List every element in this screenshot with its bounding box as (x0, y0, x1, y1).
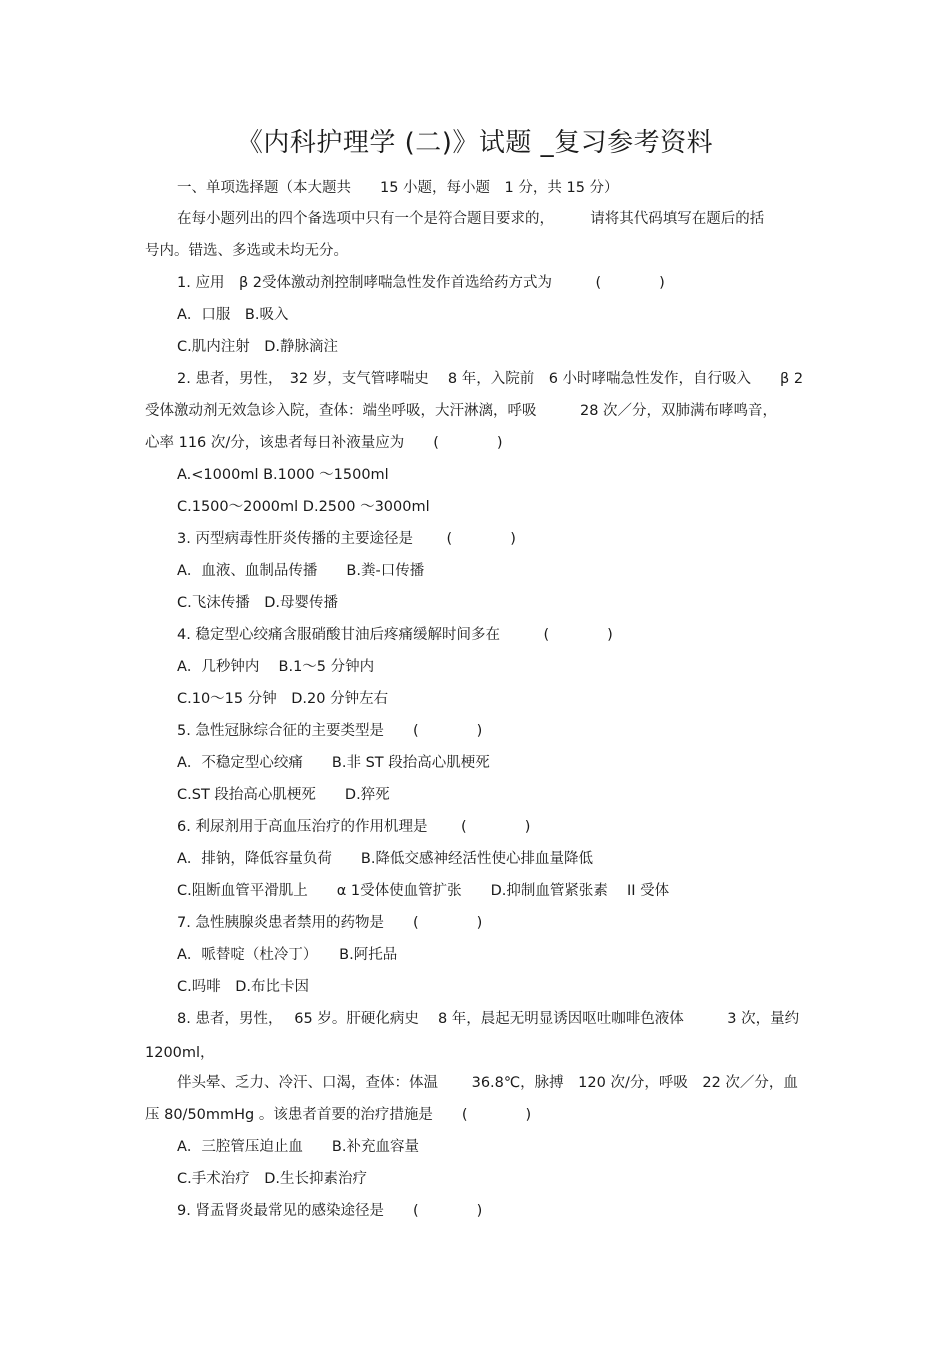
question-stem: 6. 利尿剂用于高血压治疗的作用机理是 ( ) (177, 819, 531, 835)
question-options: C.ST 段抬高心肌梗死 D.猝死 (177, 787, 390, 803)
question-options: C.肌内注射 D.静脉滴注 (177, 339, 339, 355)
question-options: A.<1000ml B.1000 ～1500ml (177, 467, 389, 483)
question-options: C.吗啡 D.布比卡因 (177, 979, 310, 995)
question-stem: 心率 116 次/分，该患者每日补液量应为 ( ) (145, 435, 503, 451)
question-stem: 3. 丙型病毒性肝炎传播的主要途径是 ( ) (177, 531, 516, 547)
question-stem: 9. 肾盂肾炎最常见的感染途径是 ( ) (177, 1203, 483, 1219)
question-stem: 7. 急性胰腺炎患者禁用的药物是 ( ) (177, 915, 483, 931)
question-options: C.1500～2000ml D.2500 ～3000ml (177, 499, 430, 515)
question-stem: 压 80/50mmHg 。该患者首要的治疗措施是 ( ) (145, 1107, 532, 1123)
question-options: A．几秒钟内 B.1～5 分钟内 (177, 659, 375, 675)
section-heading: 一、单项选择题（本大题共 15 小题，每小题 1 分，共 15 分） (177, 180, 619, 196)
question-stem: 4. 稳定型心绞痛含服硝酸甘油后疼痛缓解时间多在 ( ) (177, 627, 613, 643)
question-stem: 1200ml， (145, 1045, 215, 1061)
page-title: 《内科护理学 (二)》试题 _复习参考资料 (236, 128, 714, 158)
instructions-line: 号内。错选、多选或未均无分。 (145, 243, 348, 259)
question-stem: 伴头晕、乏力、冷汗、口渴，查体：体温 36.8℃，脉搏 120 次/分，呼吸 22 次／分，血 (177, 1075, 798, 1091)
question-stem: 8. 患者，男性， 65 岁。肝硬化病史 8 年，晨起无明显诱因呕吐咖啡色液体 3 次，量约 (177, 1011, 800, 1027)
question-options: A．血液、血制品传播 B.粪-口传播 (177, 563, 425, 579)
question-stem: 受体激动剂无效急诊入院，查体：端坐呼吸，大汗淋漓，呼吸 28 次／分，双肺满布哮鸣音， (145, 403, 778, 419)
question-options: A．哌替啶（杜冷丁） B.阿托品 (177, 947, 398, 963)
question-options: A．不稳定型心绞痛 B.非 ST 段抬高心肌梗死 (177, 755, 490, 771)
question-options: A．排钠，降低容量负荷 B.降低交感神经活性使心排血量降低 (177, 851, 593, 867)
question-options: A．口服 B.吸入 (177, 307, 289, 323)
question-options: C.飞沫传播 D.母婴传播 (177, 595, 339, 611)
question-stem: 5. 急性冠脉综合征的主要类型是 ( ) (177, 723, 483, 739)
instructions-line: 在每小题列出的四个备选项中只有一个是符合题目要求的， 请将其代码填写在题后的括 (177, 211, 765, 227)
question-stem: 2. 患者，男性， 32 岁，支气管哮喘史 8 年，入院前 6 小时哮喘急性发作，自行吸入 β 2 (177, 371, 804, 387)
question-options: A．三腔管压迫止血 B.补充血容量 (177, 1139, 419, 1155)
question-options: C.手术治疗 D.生长抑素治疗 (177, 1171, 368, 1187)
question-options: C.10～15 分钟 D.20 分钟左右 (177, 691, 389, 707)
question-stem: 1. 应用 β 2受体激动剂控制哮喘急性发作首选给药方式为 ( ) (177, 275, 665, 291)
question-options: C.阻断血管平滑肌上 α 1受体使血管扩张 D.抑制血管紧张素 II 受体 (177, 883, 670, 899)
